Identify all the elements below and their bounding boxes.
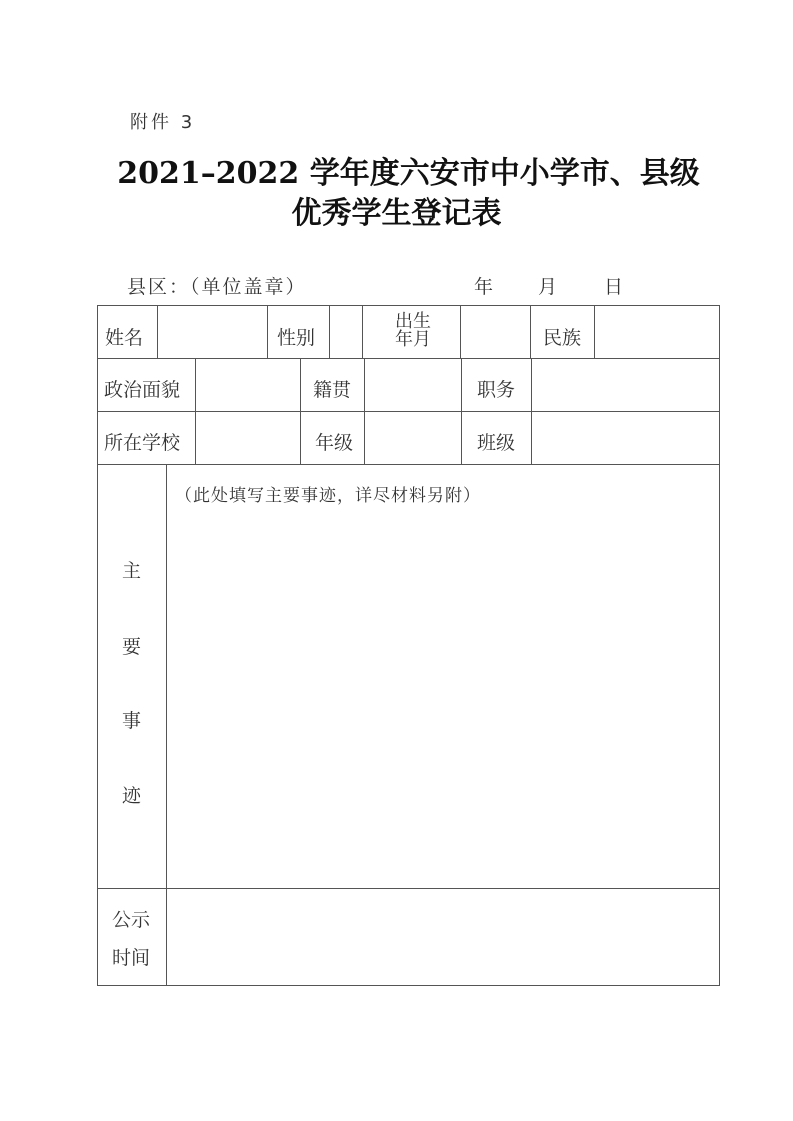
table-row-divider-3 (97, 464, 720, 465)
form-title-line2: 优秀学生登记表 (291, 196, 502, 231)
table-border-bottom (97, 985, 720, 986)
political-status-label: 政治面貌 (104, 379, 181, 401)
publicity-time-field[interactable] (167, 889, 719, 985)
birth-date-field[interactable] (461, 306, 530, 358)
birth-date-label-line1: 出生 (395, 311, 431, 332)
deeds-hint: （此处填写主要事迹，详尽材料另附） (175, 486, 481, 506)
birth-date-label-line2: 年月 (395, 329, 431, 350)
native-place-field[interactable] (365, 359, 461, 411)
form-title-line1: 2021–2022 学年度六安市中小学市、县级 (117, 156, 700, 191)
deeds-field[interactable] (167, 505, 719, 888)
ethnicity-label: 民族 (543, 327, 582, 349)
gender-label: 性别 (277, 327, 316, 349)
native-place-label: 籍贯 (313, 379, 352, 401)
deeds-label-char: 主 (122, 560, 142, 582)
attachment-label: 附件 3 (130, 112, 196, 133)
publicity-time-label-line2: 时间 (112, 947, 151, 969)
date-day-label: 日 (604, 276, 624, 298)
table-border-right (719, 305, 720, 986)
table-border-left (97, 305, 98, 986)
class-field[interactable] (532, 412, 719, 464)
name-field[interactable] (158, 306, 267, 358)
registration-form-table (97, 305, 720, 986)
row1-divider (530, 305, 531, 358)
date-month-label: 月 (538, 276, 558, 298)
class-label: 班级 (477, 432, 516, 454)
deeds-label-char: 事 (122, 710, 142, 732)
row1-divider (267, 305, 268, 358)
school-label: 所在学校 (104, 432, 181, 454)
publicity-time-label-line1: 公示 (112, 909, 151, 931)
grade-field[interactable] (365, 412, 461, 464)
position-field[interactable] (532, 359, 719, 411)
date-year-label: 年 (474, 276, 494, 298)
row23-divider (300, 358, 301, 464)
name-label: 姓名 (105, 327, 144, 349)
county-stamp-label: 县区：（单位盖章） (127, 276, 307, 298)
row1-divider (362, 305, 363, 358)
political-status-field[interactable] (196, 359, 300, 411)
grade-label: 年级 (315, 432, 354, 454)
school-field[interactable] (196, 412, 300, 464)
gender-field[interactable] (330, 306, 362, 358)
position-label: 职务 (477, 379, 516, 401)
deeds-label-char: 迹 (122, 785, 142, 807)
deeds-label-char: 要 (122, 636, 142, 658)
ethnicity-field[interactable] (595, 306, 719, 358)
row23-divider (461, 358, 462, 464)
